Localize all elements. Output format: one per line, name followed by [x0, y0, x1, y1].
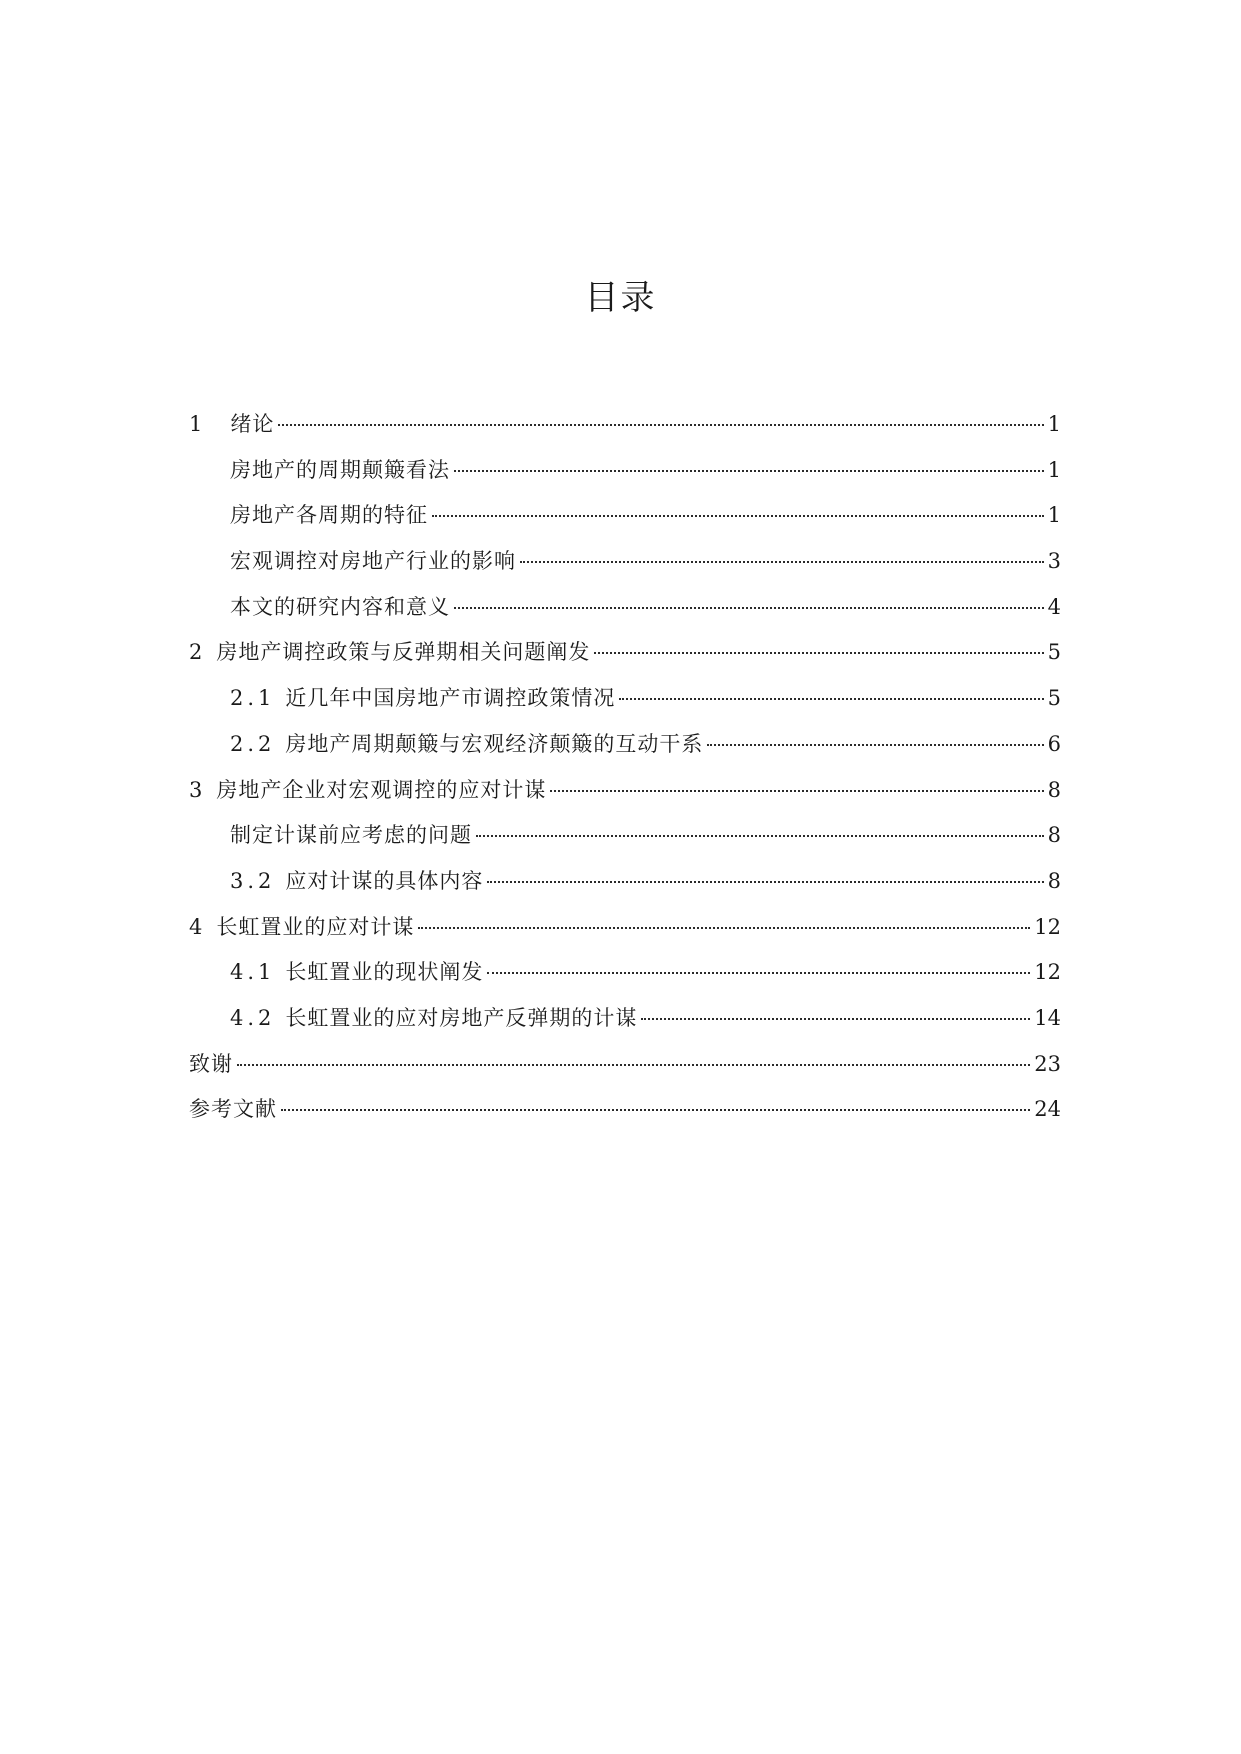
- toc-entry-label: 绪论: [230, 412, 275, 436]
- toc-entry-label: 应对计谋的具体内容: [285, 868, 484, 893]
- toc-entry-label: 长虹置业的应对计谋: [216, 914, 415, 939]
- toc-entry-page: 12: [1034, 914, 1061, 939]
- toc-entry-text: [230, 996, 637, 1042]
- dot-leader: [487, 881, 1043, 883]
- toc-entry-number: 3.2: [230, 868, 276, 893]
- dot-leader: [237, 1064, 1030, 1066]
- toc-entry-12[interactable]: [189, 905, 1061, 951]
- toc-entry-label: 长虹置业的现状阐发: [285, 960, 484, 985]
- toc-entry-label: 房地产各周期的特征: [230, 503, 428, 528]
- dot-leader: [594, 652, 1043, 654]
- dot-leader: [520, 561, 1044, 563]
- toc-entry-label: 房地产的周期颠簸看法: [230, 457, 450, 482]
- toc-entry-page: 3: [1047, 549, 1061, 574]
- toc-entry-text: [189, 1087, 277, 1133]
- toc-entry-page: 1: [1047, 457, 1061, 482]
- dot-leader: [550, 790, 1043, 792]
- toc-entry-label: 致谢: [189, 1051, 233, 1076]
- toc-entry-label: 长虹置业的应对房地产反弹期的计谋: [285, 1005, 638, 1030]
- toc-entry-page: 8: [1047, 823, 1061, 848]
- toc-entry-number: 1: [189, 412, 207, 436]
- dot-leader: [707, 744, 1043, 746]
- toc-entry-page: 14: [1034, 1005, 1061, 1030]
- dot-leader: [487, 972, 1030, 974]
- toc-entry-4[interactable]: [189, 539, 1061, 585]
- dot-leader: [476, 835, 1044, 837]
- toc-entry-page: 12: [1034, 960, 1061, 985]
- toc-entry-14[interactable]: [189, 996, 1061, 1042]
- toc-entry-number: 2.2: [230, 731, 276, 756]
- dot-leader: [454, 607, 1044, 609]
- toc-entry-6[interactable]: [189, 630, 1061, 676]
- toc-entry-text: [230, 448, 450, 494]
- toc-entry-text: [189, 630, 590, 676]
- toc-entry-page: 5: [1047, 686, 1061, 711]
- toc-entry-text: [230, 813, 472, 859]
- toc-entry-page: 5: [1047, 640, 1061, 665]
- dot-leader: [278, 424, 1043, 426]
- dot-leader: [619, 698, 1043, 700]
- dot-leader: [454, 470, 1044, 472]
- toc-entry-page: 4: [1047, 594, 1061, 619]
- toc-entry-page: 1: [1047, 412, 1061, 436]
- toc-entry-label: 制定计谋前应考虑的问题: [230, 823, 472, 848]
- toc-entry-1[interactable]: [189, 402, 1061, 448]
- toc-entry-10[interactable]: [189, 813, 1061, 859]
- toc-entry-text: [230, 676, 615, 722]
- toc-entry-label: 房地产周期颠簸与宏观经济颠簸的互动干系: [285, 731, 704, 756]
- toc-entry-5[interactable]: [189, 585, 1061, 631]
- toc-entry-label: 房地产调控政策与反弹期相关问题阐发: [216, 640, 591, 665]
- toc-entry-16[interactable]: [189, 1087, 1061, 1133]
- toc-entry-page: 1: [1047, 503, 1061, 528]
- toc-entry-label: 近几年中国房地产市调控政策情况: [285, 686, 616, 711]
- toc-entry-label: 房地产企业对宏观调控的应对计谋: [216, 777, 547, 802]
- dot-leader: [281, 1109, 1030, 1111]
- toc-entry-2[interactable]: [189, 448, 1061, 494]
- toc-entry-number: 4.2: [230, 1005, 276, 1030]
- toc-entry-text: [230, 585, 450, 631]
- toc-entry-number: 3: [189, 777, 207, 802]
- toc-entry-9[interactable]: [189, 768, 1061, 814]
- toc-entry-text: [230, 539, 516, 585]
- toc-entry-page: 23: [1034, 1051, 1061, 1076]
- toc-entry-7[interactable]: [189, 676, 1061, 722]
- toc-entry-number: 4.1: [230, 960, 276, 985]
- toc-entry-text: [230, 493, 428, 539]
- table-of-contents: [189, 402, 1061, 1133]
- toc-entry-number: 2: [189, 640, 207, 665]
- toc-entry-page: 8: [1047, 777, 1061, 802]
- toc-entry-text: [189, 768, 546, 814]
- toc-entry-8[interactable]: [189, 722, 1061, 768]
- dot-leader: [418, 927, 1030, 929]
- toc-entry-text: [230, 950, 483, 996]
- toc-entry-label: 参考文献: [189, 1097, 277, 1122]
- toc-entry-number: 4: [189, 914, 207, 939]
- toc-entry-3[interactable]: [189, 493, 1061, 539]
- toc-entry-page: 6: [1047, 731, 1061, 756]
- toc-entry-number: 2.1: [230, 686, 276, 711]
- toc-entry-text: [189, 1042, 233, 1088]
- toc-entry-text: [189, 402, 274, 448]
- toc-entry-label: 本文的研究内容和意义: [230, 594, 450, 619]
- toc-entry-13[interactable]: [189, 950, 1061, 996]
- dot-leader: [432, 515, 1044, 517]
- toc-entry-text: [230, 859, 483, 905]
- toc-title: 目录: [584, 278, 657, 318]
- toc-entry-text: [230, 722, 703, 768]
- toc-entry-page: 24: [1034, 1097, 1061, 1122]
- toc-entry-15[interactable]: [189, 1042, 1061, 1088]
- toc-entry-page: 8: [1047, 868, 1061, 893]
- toc-entry-text: [189, 905, 414, 951]
- toc-entry-label: 宏观调控对房地产行业的影响: [230, 549, 516, 574]
- toc-entry-11[interactable]: [189, 859, 1061, 905]
- dot-leader: [641, 1018, 1030, 1020]
